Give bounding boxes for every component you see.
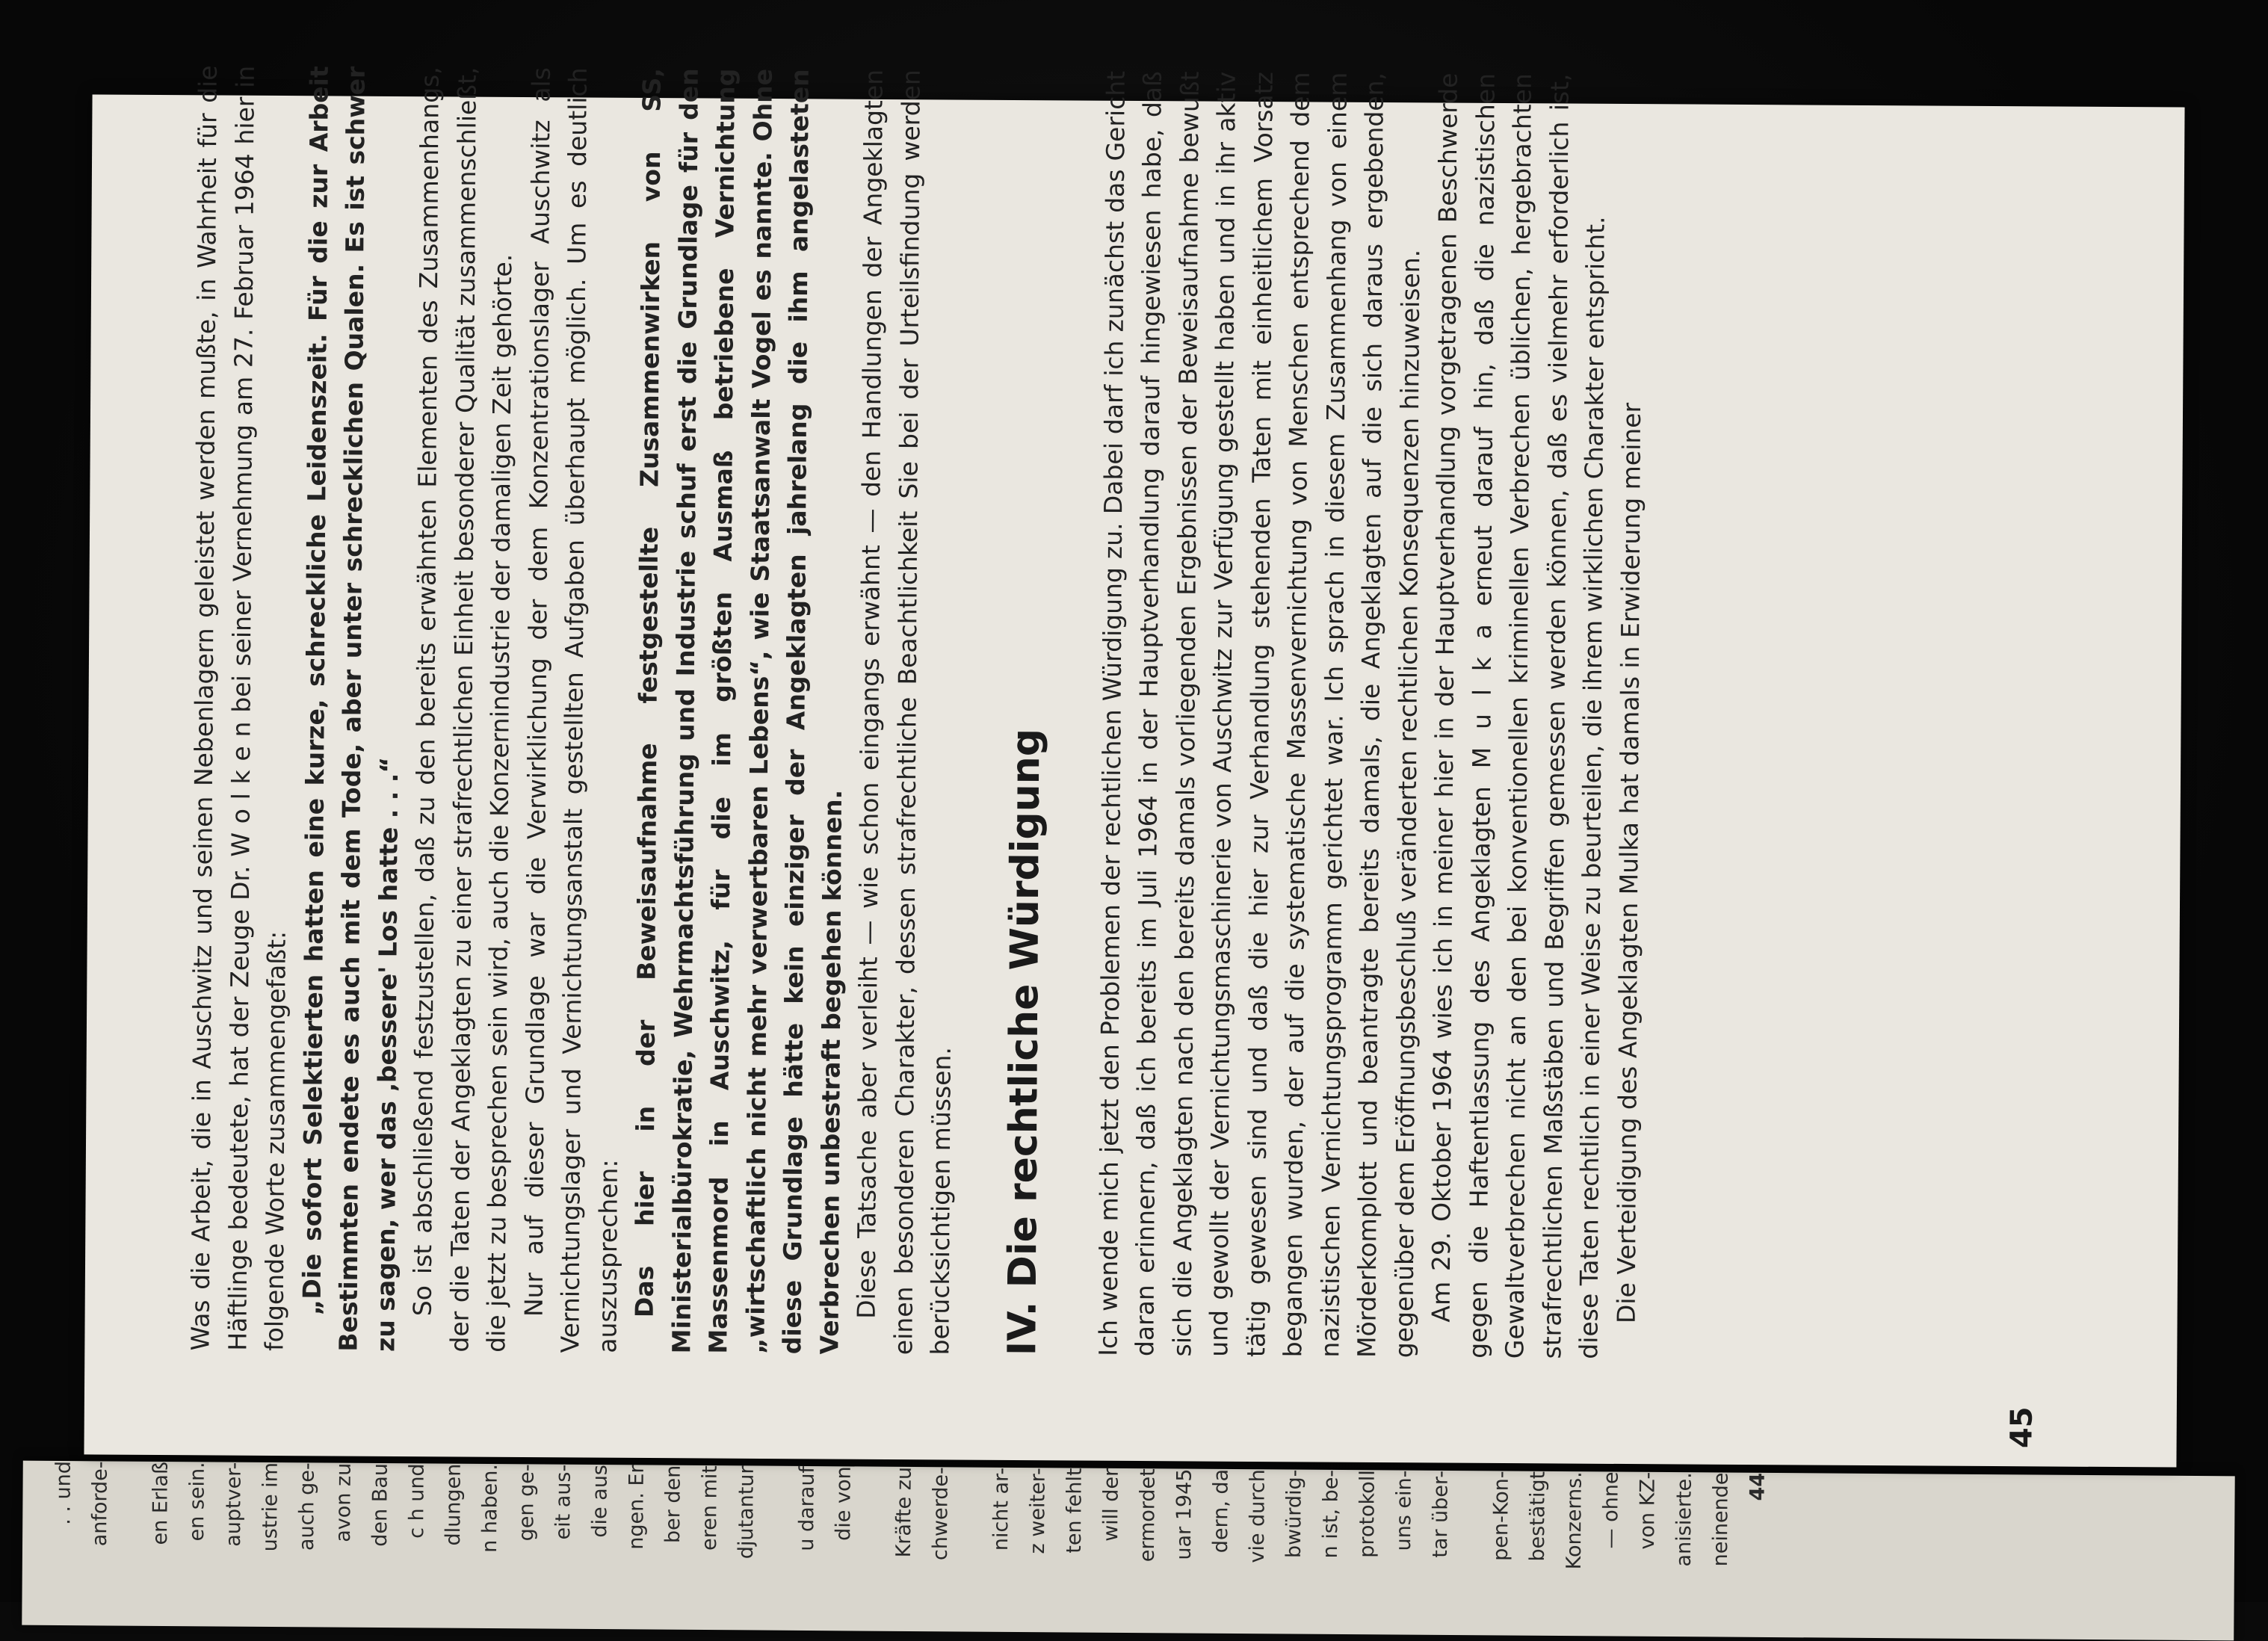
underlying-text-line: en Erlaß [149, 1461, 173, 1545]
underlying-text-line [1459, 1471, 1483, 1605]
underlying-text-line: uar 1945 [1172, 1468, 1196, 1560]
underlying-text-line: von KZ- [1636, 1471, 1660, 1550]
paragraph-6: Diese Tatsache aber verleiht — wie schon eingangs erwähnt — den Handlungen der Angeklagten einen besonderen Charakter, dessen strafrechtliche Beachtlichkeit Sie bei der Urteilsfindung werden berücksichtigen müssen. [851, 69, 957, 1356]
underlying-text-line: auptver- [222, 1462, 246, 1547]
underlying-text-line: die von [832, 1466, 856, 1541]
underlying-text-line: u darauf [794, 1465, 819, 1551]
underlying-text-line: ermordet [1135, 1468, 1160, 1563]
underlying-text-line: z weiter- [1025, 1468, 1050, 1554]
page-number: 45 [2004, 1406, 2039, 1449]
underlying-text-line: Kräfte zu [892, 1466, 916, 1558]
book-page [84, 65, 2184, 1467]
paragraph-1: Was die Arbeit, die in Auschwitz und seinen Nebenlagern geleistet werden mußte, in Wahrheit für die Häftlinge bedeutete, hat der Zeuge Dr. W o l k e n bei seiner Vernehmung am 27. Februar 1964 hier in folgende Worte zusammengefaßt: [185, 65, 291, 1352]
paragraph-9: Die Verteidigung des Angeklagten Mulka hat damals in Erwiderung meiner [1611, 402, 1646, 1324]
section-heading: IV. Die rechtliche Würdigung [999, 728, 1048, 1356]
underlying-text-line: anforde- [88, 1461, 112, 1547]
paragraph-8: Am 29. Oktober 1964 wies ich in meiner hier in der Hauptverhandlung vorgetragenen Beschwerde gegen die Haftentlassung des Angeklagten M u l k a erneut darauf hin, daß die nazistischen Gewaltverbrechen nicht an den bei konventionellen kriminellen Verbrechen üblichen, hergebrachten strafrechtlichen Maßstäben und Begriffen gemessen werden können, daß es vielmehr erforderlich ist, diese Taten rechtlich in einer Weise zu beurteilen, die ihrem wirklichen Charakter entspricht. [1426, 72, 1610, 1359]
paragraph-gap [862, 1467, 886, 1601]
underlying-text-line: nicht ar- [989, 1467, 1013, 1551]
paragraph-gap [959, 1467, 983, 1601]
bold-paragraph: Das hier in der Beweisaufnahme festgestellte Zusammenwirken von SS, Ministerialbürokratie, Wehrmachtsführung und Industrie schuf erst die Grundlage für den Massenmord in Auschwitz, für die im größten Ausmaß betriebene Vernichtung „wirtschaftlich nicht mehr verwertbaren Lebens“, wie Staatsanwalt Vogel es nannte. Ohne diese Grundlage hätte kein einziger der Angeklagten jahrelang die ihm angelasteten Verbrechen unbestraft begehen können. [629, 67, 847, 1355]
underlying-text-line: chwerde- [928, 1467, 953, 1561]
underlying-text-line: c h und [405, 1463, 429, 1539]
underlying-text-line: eit aus- [551, 1464, 575, 1540]
underlying-text-line: avon zu [332, 1462, 356, 1542]
underlying-text-line: dern, da [1208, 1468, 1233, 1554]
paragraph-7: Ich wende mich jetzt den Problemen der rechtlichen Würdigung zu. Dabei darf ich zunächst das Gericht daran erinnern, daß ich bereits im Juli 1964 in der Hauptverhandlung darauf hingewiesen habe, daß sich die Angeklagten nach den bereits damals vorliegenden Ergebnissen der Beweisaufnahme bewußt und gewollt der Vernichtungsmaschinerie von Auschwitz zur Verfügung gestellt haben und in ihr aktiv tätig gewesen sind und daß die hier zur Verhandlung stehenden Taten mit einheitlichem Vorsatz begangen wurden, der auf die systematische Massenvernichtung von Menschen entsprechend dem nazistischen Vernichtungsprogramm gerichtet war. Ich sprach in diesem Zusammenhang von einem Mörderkomplott und beantragte bereits damals, die Angeklagten auf die sich daraus ergebenden, gegenüber dem Eröffnungsbeschluß veränderten rechtlichen Konsequenzen hinzuweisen. [1093, 70, 1425, 1359]
underlying-text-line: ngen. Er [624, 1465, 649, 1550]
underlying-page-text [45, 1461, 2258, 1611]
quote-paragraph: „Die sofort Selektierten hatten eine kurze, schreckliche Leidenszeit. Für die zur Arbeit Bestimmten endete es auch mit dem Tode, aber unter schrecklichen Qualen. Es ist schwer zu sagen, wer das ‚bessere' Los hatte . . .“ [297, 66, 404, 1353]
underlying-text-line: tar über- [1428, 1470, 1453, 1558]
underlying-page-lines [45, 1461, 1776, 1607]
underlying-text-line: — ohne [1599, 1471, 1623, 1549]
underlying-text-line: vie durch [1245, 1469, 1270, 1563]
underlying-text-line: gen ge- [515, 1464, 539, 1542]
paragraph-gap [764, 1466, 789, 1601]
underlying-page [22, 1461, 2234, 1641]
underlying-text-line: anisierte. [1672, 1472, 1696, 1567]
underlying-text-line: die aus [588, 1464, 612, 1538]
underlying-text-line: . . und [52, 1460, 75, 1525]
underlying-text-line: Konzerns. [1562, 1471, 1586, 1570]
underlying-text-line: djutantur [734, 1465, 758, 1560]
underlying-text-line: auch ge- [294, 1462, 319, 1551]
underlying-text-line: n ist, be- [1318, 1469, 1343, 1559]
underlying-text-line: uns ein- [1392, 1470, 1416, 1551]
underlying-text-line: ustrie im [258, 1462, 282, 1552]
underlying-text-line: bestätigt [1525, 1471, 1550, 1562]
page-body [182, 65, 2102, 1362]
underlying-text-line: pen-Kon- [1489, 1471, 1513, 1561]
paragraph-3: So ist abschließend festzustellen, daß zu den bereits erwähnten Elementen des Zusammenhangs, der die Taten der Angeklagten zu einer strafrechtlichen Einheit besonderer Qualität zusammenschließt, die jetzt zu besprechen sein wird, auch die Konzernindustrie der damaligen Zeit gehörte. [407, 67, 518, 1353]
underlying-text-line: en sein. [185, 1462, 209, 1542]
underlying-text-line: will der [1099, 1468, 1123, 1542]
underlying-text-line: protokoll [1355, 1470, 1379, 1558]
underlying-text-line: ber den [661, 1465, 685, 1544]
underlying-text-line: dlungen [442, 1463, 466, 1546]
underlying-page-number: 44 [1746, 1472, 1770, 1501]
underlying-text-line: neinende [1708, 1472, 1733, 1567]
underlying-text-line: den Bau [368, 1462, 392, 1547]
underlying-text-line: eren mit [697, 1465, 722, 1551]
underlying-text-line: ten fehlt [1062, 1468, 1087, 1554]
underlying-text-line: n haben. [478, 1463, 502, 1553]
underlying-text-line [118, 1462, 143, 1596]
paragraph-4: Nur auf dieser Grundlage war die Verwirklichung der dem Konzentrationslager Auschwitz als Vernichtungslager und Vernichtungsanstalt gestellten Aufgaben überhaupt möglich. Um es deutlich auszusprechen: [519, 67, 623, 1353]
underlying-text-line: bwürdig- [1282, 1469, 1306, 1559]
